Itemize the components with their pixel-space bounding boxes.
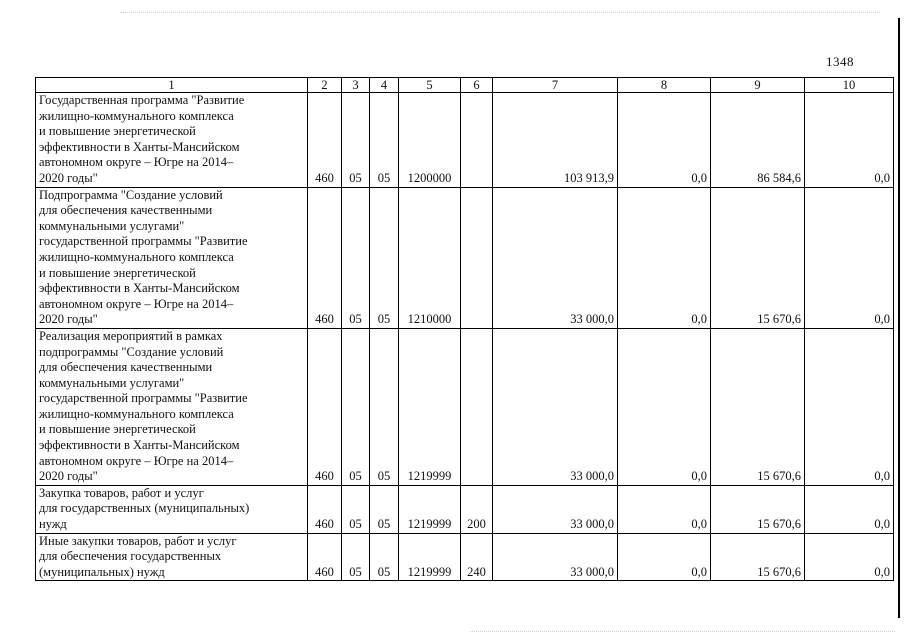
table-row (36, 187, 894, 328)
section-code: 05 (342, 485, 370, 533)
row-name: Закупка товаров, работ и услуг для государственных (муниципальных) нужд (36, 485, 308, 533)
amount-col8: 0,0 (618, 93, 711, 188)
table-header-row (36, 78, 894, 93)
row-name: Подпрограмма "Создание условий для обеспечения качественными коммунальными услугами" государственной программы "Развитие жилищно-коммунального комплекса и повышение энергетической эффективности в Ханты-Мансийском автономном округе – Югре на 2014– 2020 годы" (36, 187, 308, 328)
amount-col9: 15 670,6 (711, 533, 805, 581)
amount-col9: 86 584,6 (711, 93, 805, 188)
expense-type-code (461, 328, 493, 485)
page-edge-line (898, 18, 900, 618)
column-header: 10 (805, 78, 894, 93)
amount-col9: 15 670,6 (711, 187, 805, 328)
target-article-code: 1219999 (399, 485, 461, 533)
amount-col7: 33 000,0 (493, 485, 618, 533)
amount-col8: 0,0 (618, 533, 711, 581)
amount-col7: 33 000,0 (493, 187, 618, 328)
section-code: 05 (342, 533, 370, 581)
column-header: 6 (461, 78, 493, 93)
amount-col10: 0,0 (805, 93, 894, 188)
table-row (36, 485, 894, 533)
amount-col7: 33 000,0 (493, 328, 618, 485)
column-header: 7 (493, 78, 618, 93)
page-number: 1348 (826, 54, 854, 69)
expense-type-code (461, 93, 493, 188)
amount-col10: 0,0 (805, 187, 894, 328)
section-code: 05 (342, 187, 370, 328)
amount-col7: 33 000,0 (493, 533, 618, 581)
expense-type-code (461, 187, 493, 328)
column-header: 2 (308, 78, 342, 93)
column-header: 3 (342, 78, 370, 93)
amount-col9: 15 670,6 (711, 485, 805, 533)
row-name: Государственная программа "Развитие жилищно-коммунального комплекса и повышение энергетической эффективности в Ханты-Мансийском автономном округе – Югре на 2014– 2020 годы" (36, 93, 308, 188)
budget-table (35, 77, 894, 581)
subsection-code: 05 (370, 328, 399, 485)
section-code: 05 (342, 93, 370, 188)
expense-type-code: 200 (461, 485, 493, 533)
admin-code: 460 (308, 533, 342, 581)
target-article-code: 1210000 (399, 187, 461, 328)
amount-col8: 0,0 (618, 187, 711, 328)
column-header: 8 (618, 78, 711, 93)
row-name: Иные закупки товаров, работ и услуг для обеспечения государственных (муниципальных) нужд (36, 533, 308, 581)
scan-artifact-top (120, 12, 880, 15)
subsection-code: 05 (370, 485, 399, 533)
admin-code: 460 (308, 187, 342, 328)
amount-col10: 0,0 (805, 328, 894, 485)
amount-col10: 0,0 (805, 485, 894, 533)
table-row (36, 328, 894, 485)
table-row (36, 93, 894, 188)
amount-col9: 15 670,6 (711, 328, 805, 485)
admin-code: 460 (308, 328, 342, 485)
subsection-code: 05 (370, 187, 399, 328)
target-article-code: 1219999 (399, 328, 461, 485)
admin-code: 460 (308, 485, 342, 533)
section-code: 05 (342, 328, 370, 485)
subsection-code: 05 (370, 533, 399, 581)
scan-artifact-bottom (470, 631, 895, 634)
admin-code: 460 (308, 93, 342, 188)
column-header: 9 (711, 78, 805, 93)
column-header: 1 (36, 78, 308, 93)
amount-col8: 0,0 (618, 485, 711, 533)
column-header: 4 (370, 78, 399, 93)
expense-type-code: 240 (461, 533, 493, 581)
amount-col8: 0,0 (618, 328, 711, 485)
row-name: Реализация мероприятий в рамках подпрограммы "Создание условий для обеспечения качественными коммунальными услугами" государственной программы "Развитие жилищно-коммунального комплекса и повышение энергетической эффективности в Ханты-Мансийском автономном округе – Югре на 2014– 2020 годы" (36, 328, 308, 485)
table-row (36, 533, 894, 581)
amount-col7: 103 913,9 (493, 93, 618, 188)
amount-col10: 0,0 (805, 533, 894, 581)
subsection-code: 05 (370, 93, 399, 188)
target-article-code: 1219999 (399, 533, 461, 581)
column-header: 5 (399, 78, 461, 93)
target-article-code: 1200000 (399, 93, 461, 188)
